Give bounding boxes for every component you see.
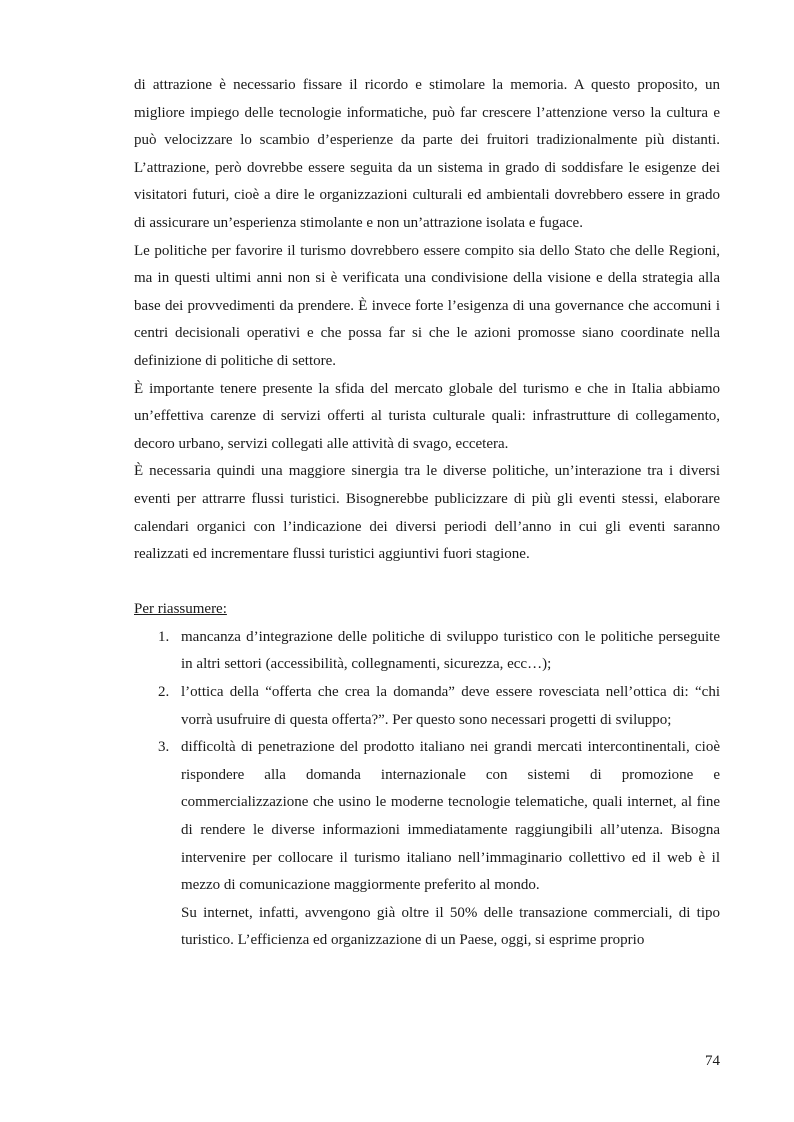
- list-item-number: 3.: [158, 739, 170, 756]
- paragraph-spacer: [134, 569, 720, 597]
- summary-heading: Per riassumere:: [134, 601, 227, 618]
- list-item-text: difficoltà di penetrazione del prodotto italiano nei grandi mercati intercontinentali, cioè rispondere alla domanda internazionale con sistemi di promozione e commercializzazione che usino le moderne tecnologie telematiche, quali internet, al fine di rendere le diverse informazioni immediatamente raggiungibili all’utenza. Bisogna intervenire per collocare il turismo italiano nell’immaginario collettivo ed il web è il mezzo di comunicazione maggiormente preferito al mondo.: [181, 739, 720, 894]
- list-item: [134, 734, 720, 955]
- list-item-text: mancanza d’integrazione delle politiche di sviluppo turistico con le politiche perseguite in altri settori (accessibilità, collegnamenti, sicurezza, ecc…);: [181, 628, 720, 673]
- list-item-number: 1.: [158, 628, 170, 645]
- list-item-number: 2.: [158, 684, 170, 701]
- body-paragraph: È necessaria quindi una maggiore sinergia tra le diverse politiche, un’interazione tra i diversi eventi per attrarre flussi turistici. Bisognerebbe publicizzare di più gli eventi stessi, elaborare calendari organici con l’indicazione dei diversi periodi dell’anno in cui gli eventi saranno realizzati ed incrementare flussi turistici aggiuntivi fuori stagione.: [134, 463, 720, 563]
- list-item: [134, 624, 720, 679]
- summary-list: [134, 624, 720, 955]
- list-item: [134, 679, 720, 734]
- body-paragraph: È importante tenere presente la sfida del mercato globale del turismo e che in Italia abbiamo un’effettiva carenze di servizi offerti al turista culturale quali: infrastrutture di collegamento, decoro urbano, servizi collegati alle attività di svago, eccetera.: [134, 380, 720, 452]
- body-paragraph: di attrazione è necessario fissare il ricordo e stimolare la memoria. A questo proposito, un migliore impiego delle tecnologie informatiche, può far crescere l’attenzione verso la cultura e può velocizzare lo scambio d’esperienze da parte dei fruitori tradizionalmente più distanti. L’attrazione, però dovrebbe essere seguita da un sistema in grado di soddisfare le esigenze dei visitatori futuri, cioè a dire le organizzazioni culturali ed ambientali dovrebbero essere in grado di assicurare un’esperienza stimolante e non un’attrazione isolata e fugace.: [134, 77, 720, 231]
- list-item-text: l’ottica della “offerta che crea la domanda” deve essere rovesciata nell’ottica di: “chi vorrà usufruire di questa offerta?”. Per questo sono necessari progetti di sviluppo;: [181, 684, 720, 728]
- page-body: [134, 72, 720, 955]
- body-paragraph: Le politiche per favorire il turismo dovrebbero essere compito sia dello Stato che delle Regioni, ma in questi ultimi anni non si è verificata una condivisione della visione e della strategia alla base dei provvedimenti da prendere. È invece forte l’esigenza di una governance che accomuni i centri decisionali operativi e che possa far si che le azioni promosse siano coordinate nella definizione di politiche di settore.: [134, 242, 720, 369]
- page-number: 74: [705, 1053, 720, 1069]
- list-item-continuation: Su internet, infatti, avvengono già oltre il 50% delle transazione commerciali, di tipo turistico. L’efficienza ed organizzazione di un Paese, oggi, si esprime proprio: [181, 904, 720, 949]
